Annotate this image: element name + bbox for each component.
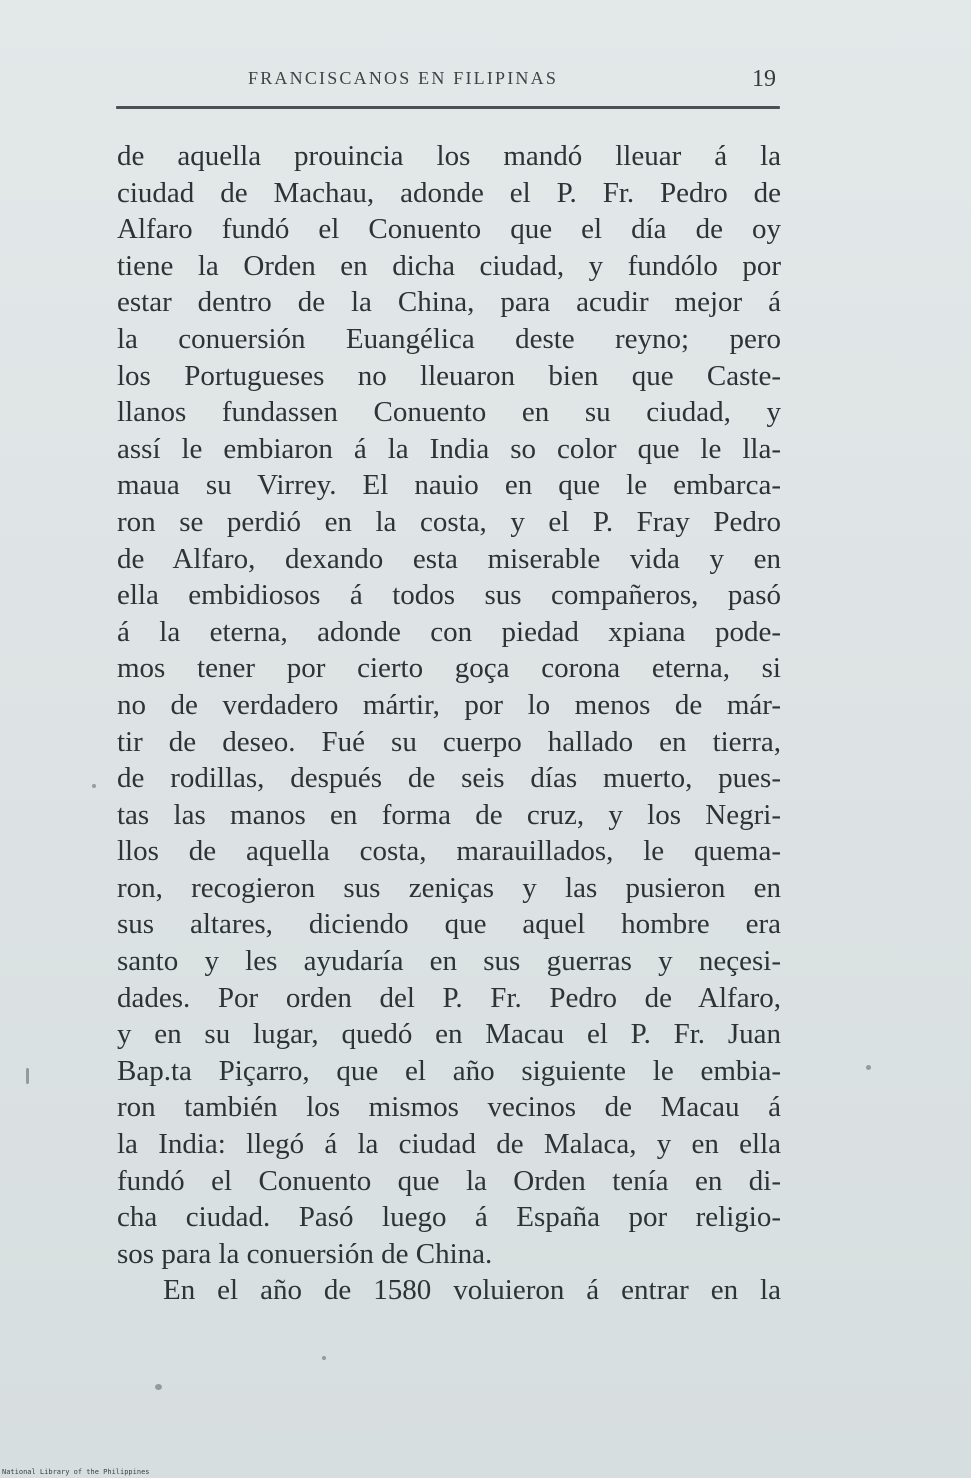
text-line: Bap.ta Piçarro, que el año siguiente le embia- [117, 1054, 781, 1087]
text-line: de Alfaro, dexando esta miserable vida y en [117, 542, 781, 575]
text-line: ella embidiosos á todos sus compañeros, pasó [117, 579, 781, 612]
page-number: 19 [752, 66, 776, 92]
text-line: la conuersión Euangélica deste reyno; pero [117, 322, 781, 355]
text-line: maua su Virrey. El nauio en que le embarca- [117, 469, 781, 502]
text-line: tas las manos en forma de cruz, y los Negri- [117, 798, 781, 831]
text-line: llanos fundassen Conuento en su ciudad, y [117, 396, 781, 429]
paper-speck [155, 1384, 162, 1390]
text-line: sus altares, diciendo que aquel hombre era [117, 908, 781, 941]
text-line: llos de aquella costa, marauillados, le quema- [117, 835, 781, 868]
text-line: santo y les ayudaría en sus guerras y neçesi- [117, 945, 781, 978]
paper-speck [92, 784, 96, 788]
text-line: y en su lugar, quedó en Macau el P. Fr. Juan [117, 1018, 781, 1051]
page-header [116, 66, 780, 102]
text-line: ron, recogieron sus zeniças y las pusieron en [117, 871, 781, 904]
text-line: fundó el Conuento que la Orden tenía en di- [117, 1164, 781, 1197]
text-line: de rodillas, después de seis días muerto, pues- [117, 762, 781, 795]
paper-speck [26, 1068, 29, 1084]
paper-speck [322, 1356, 326, 1360]
text-line: Alfaro fundó el Conuento que el día de oy [117, 213, 781, 246]
text-line: mos tener por cierto goça corona eterna, si [117, 652, 781, 685]
text-line: estar dentro de la China, para acudir mejor á [117, 286, 781, 319]
text-line: los Portugueses no lleuaron bien que Caste- [117, 359, 781, 392]
text-line: dades. Por orden del P. Fr. Pedro de Alfaro, [117, 981, 781, 1014]
paragraph-first-line: En el año de 1580 voluieron á entrar en la [163, 1274, 781, 1307]
text-line: tiene la Orden en dicha ciudad, y fundólo por [117, 249, 781, 282]
text-line: cha ciudad. Pasó luego á España por religio- [117, 1201, 781, 1234]
text-line: tir de deseo. Fué su cuerpo hallado en tierra, [117, 725, 781, 758]
text-line: á la eterna, adonde con piedad xpiana pode- [117, 615, 781, 648]
header-rule [116, 106, 780, 109]
text-line: de aquella prouincia los mandó lleuar á la [117, 140, 781, 172]
text-line: la India: llegó á la ciudad de Malaca, y en ella [117, 1128, 781, 1161]
text-line: ron también los mismos vecinos de Macau á [117, 1091, 781, 1124]
text-line: no de verdadero mártir, por lo menos de már- [117, 688, 781, 721]
running-title: FRANCISCANOS EN FILIPINAS [248, 68, 559, 88]
body-text [117, 138, 781, 1309]
paper-speck [866, 1065, 871, 1070]
text-line: ciudad de Machau, adonde el P. Fr. Pedro de [117, 176, 781, 209]
library-credit: National Library of the Philippines [2, 1468, 150, 1476]
text-line: sos para la conuersión de China. [117, 1237, 493, 1270]
text-line: ron se perdió en la costa, y el P. Fray Pedro [117, 505, 781, 538]
text-line: assí le embiaron á la India so color que le lla- [117, 432, 781, 465]
